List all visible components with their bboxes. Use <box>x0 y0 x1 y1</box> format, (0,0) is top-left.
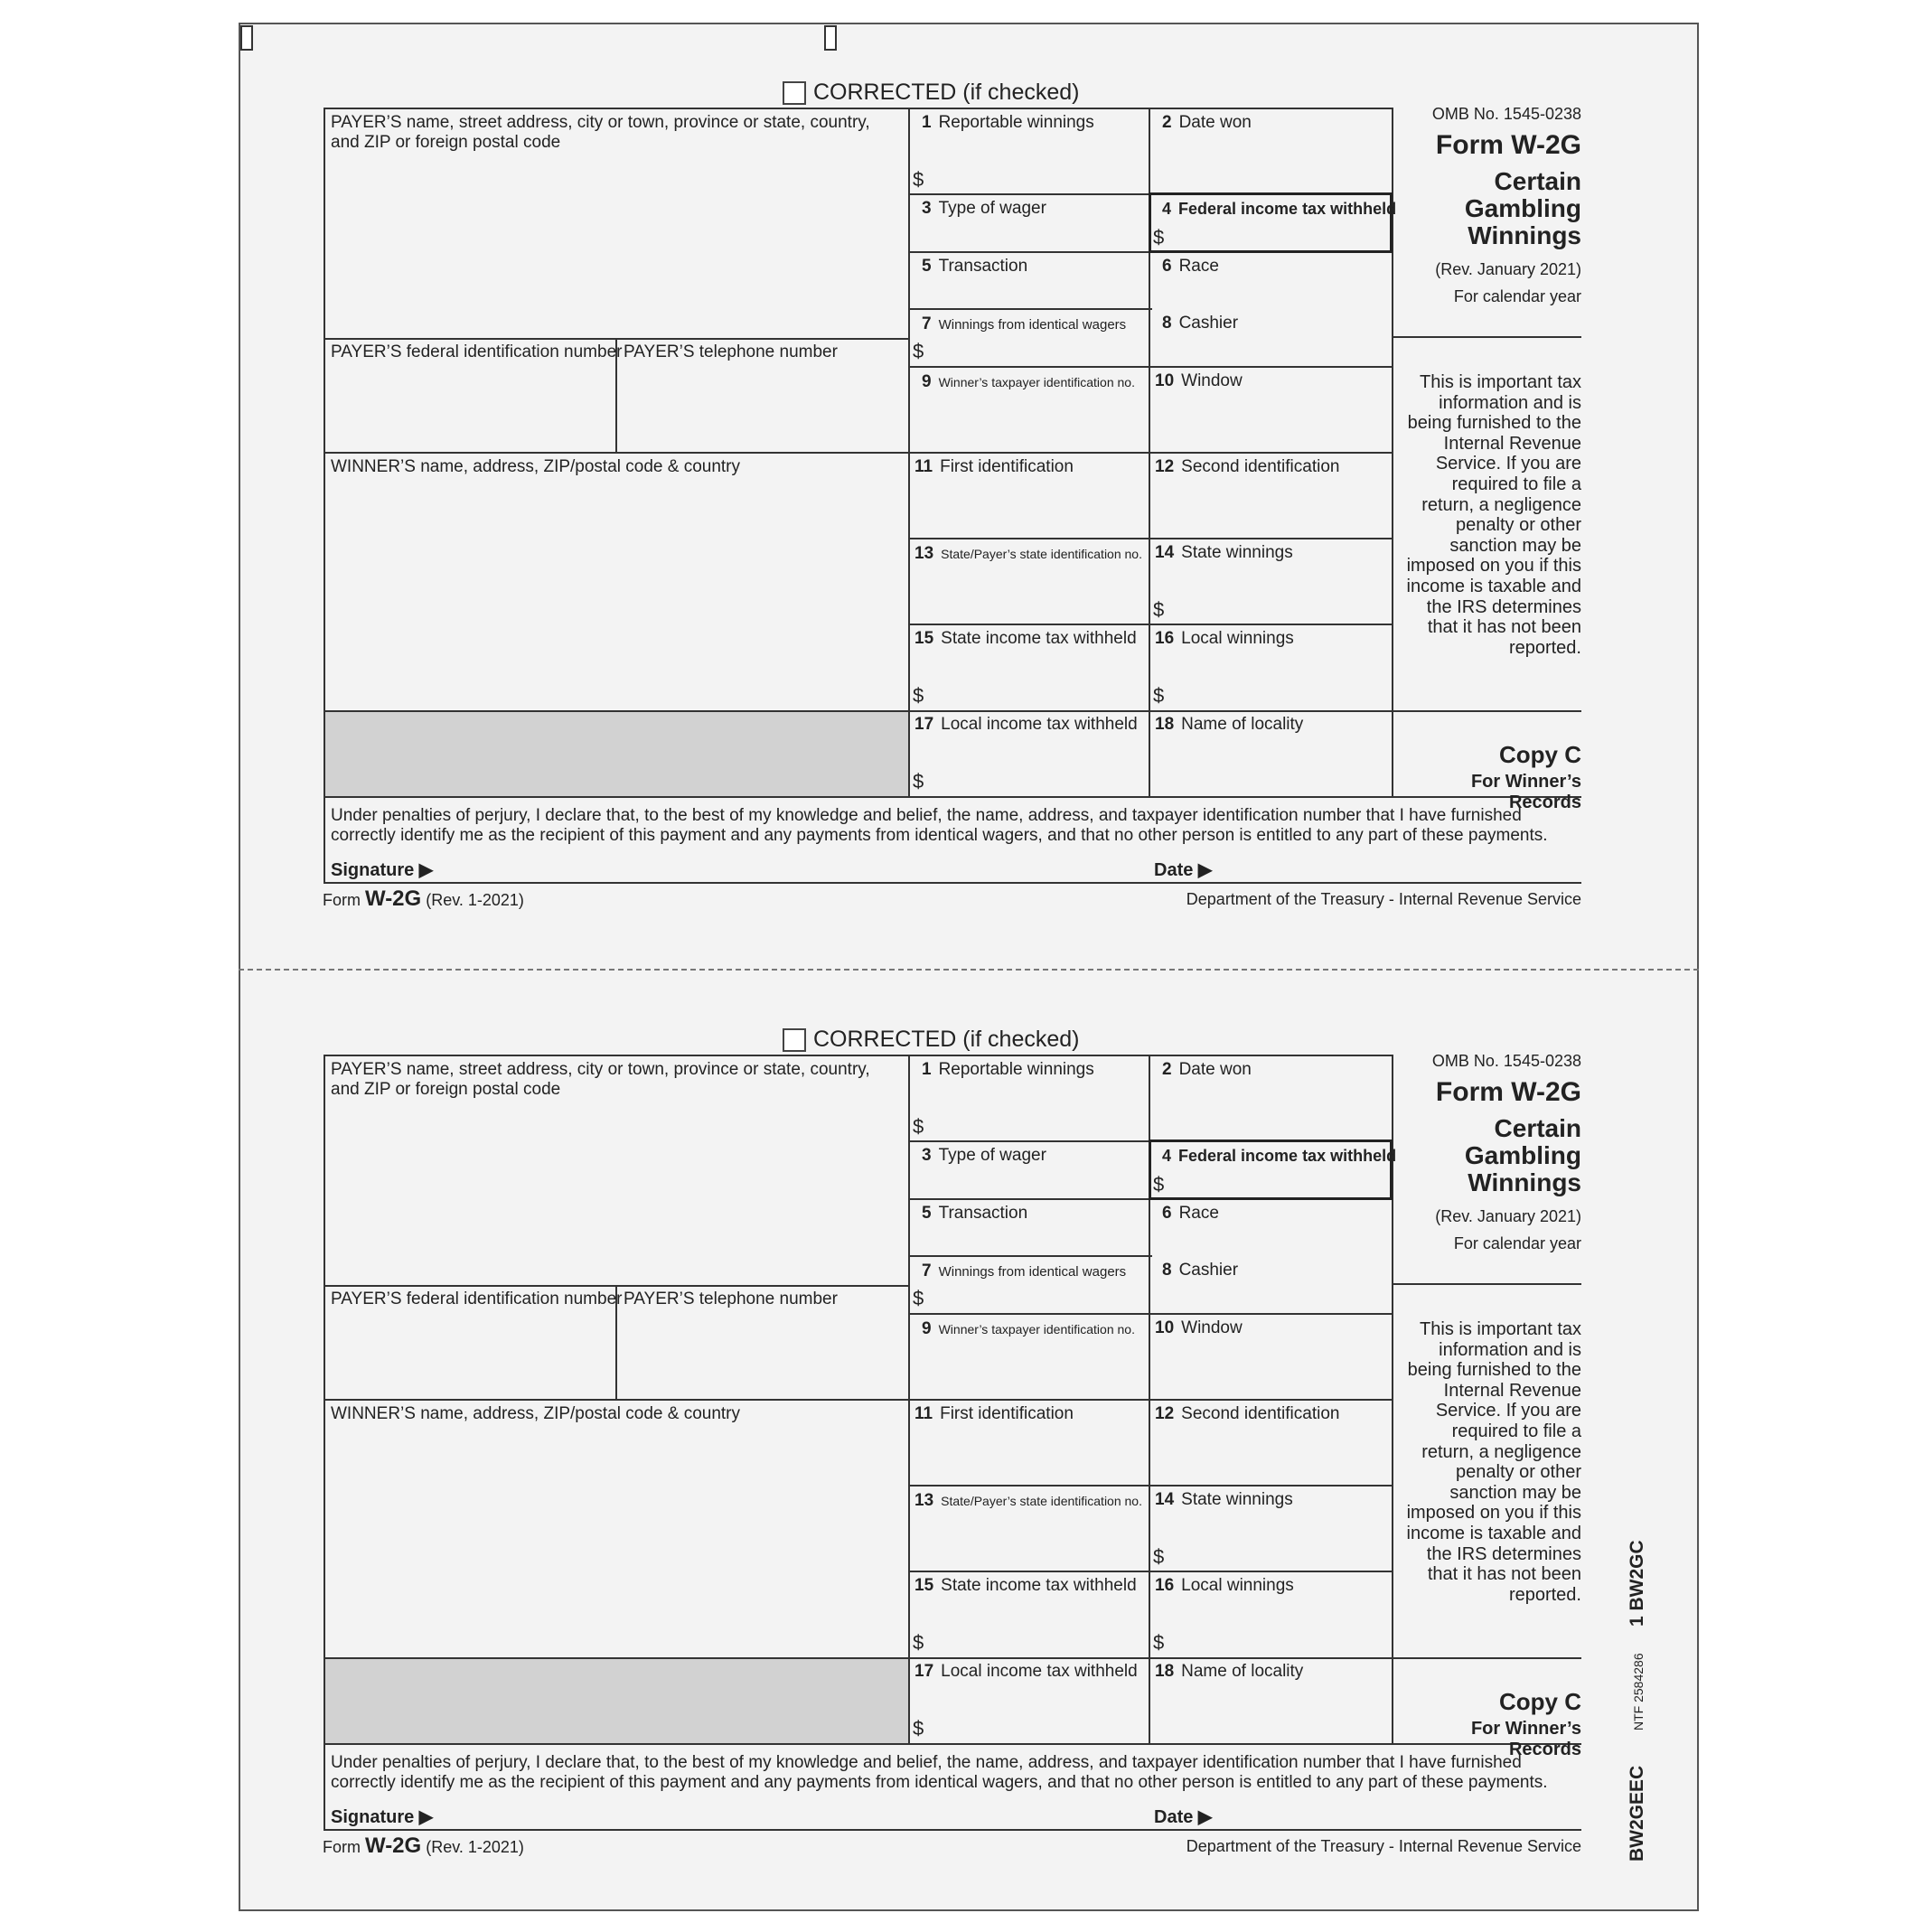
box-13-label: 13 State/Payer’s state identification no. <box>914 1491 1142 1510</box>
side-code-bw2gc: 1 BW2GC <box>1627 1540 1647 1627</box>
box-10-label: 10 Window <box>1155 1318 1243 1337</box>
important-notice: This is important tax information and is being furnished to the Internal Revenue Service. If you are required to file a return, a negligence penalty or other sanction may be imposed on you if this income is taxable and the IRS determines that it has not been reported. <box>1406 372 1581 658</box>
box-15-label: 15 State income tax withheld <box>914 1576 1137 1595</box>
corrected-checkbox[interactable] <box>783 81 806 105</box>
box-1-dollar: $ <box>913 168 924 191</box>
corrected-label: CORRECTED (if checked) <box>813 80 1080 105</box>
box-10-label: 10 Window <box>1155 371 1243 390</box>
shaded-area <box>325 1659 909 1744</box>
calendar-year-label: For calendar year <box>1453 1234 1581 1252</box>
footer-department: Department of the Treasury - Internal Revenue Service <box>1186 890 1581 908</box>
omb-number: OMB No. 1545-0238 <box>1431 1052 1581 1070</box>
payer-fid-label: PAYER’S federal identification number <box>331 342 623 361</box>
box-7-label: 7 Winnings from identical wagers <box>922 1261 1127 1280</box>
box-17-dollar: $ <box>913 770 924 792</box>
omb-number: OMB No. 1545-0238 <box>1431 105 1581 123</box>
copy-subtitle: For Winner’s Records <box>1470 1719 1581 1759</box>
box-14-label: 14 State winnings <box>1155 543 1293 562</box>
footer-form-id: Form W-2G (Rev. 1-2021) <box>323 886 524 911</box>
box-11-label: 11 First identification <box>914 1404 1074 1423</box>
box-15-dollar: $ <box>913 1631 924 1654</box>
form-subtitle: Certain Gambling Winnings <box>1464 1114 1581 1196</box>
w2g-copy-bottom <box>0 947 1932 1887</box>
box-1-dollar: $ <box>913 1115 924 1138</box>
perjury-statement: Under penalties of perjury, I declare that, to the best of my knowledge and belief, the name, address, and taxpayer identification number that I have furnished correctly identify me as the recipient of this payment and any payments from identical wagers, and that no other person is entitled to any part of these payments. <box>331 1753 1548 1792</box>
form-title: Form W-2G <box>1435 1077 1581 1107</box>
box-16-label: 16 Local winnings <box>1155 629 1294 648</box>
box-8-label: 8 Cashier <box>1162 1261 1239 1280</box>
box-16-dollar: $ <box>1153 1631 1165 1654</box>
payer-phone-label: PAYER’S telephone number <box>624 1290 838 1308</box>
box-12-label: 12 Second identification <box>1155 457 1340 476</box>
box-1-label: 1 Reportable winnings <box>922 113 1094 132</box>
payer-fid-field[interactable] <box>327 1313 613 1396</box>
box-4-dollar: $ <box>1153 1173 1165 1196</box>
box-4-dollar: $ <box>1153 226 1165 249</box>
box-7-label: 7 Winnings from identical wagers <box>922 314 1127 333</box>
copy-subtitle: For Winner’s Records <box>1470 772 1581 812</box>
box-14-label: 14 State winnings <box>1155 1490 1293 1509</box>
date-label: Date ▶ <box>1154 1807 1213 1827</box>
box-18-label: 18 Name of locality <box>1155 715 1304 734</box>
form-subtitle: Certain Gambling Winnings <box>1464 167 1581 249</box>
box-4-label: 4 Federal income tax withheld <box>1162 1147 1397 1165</box>
box-17-label: 17 Local income tax withheld <box>914 715 1138 734</box>
box-7-dollar: $ <box>913 340 924 362</box>
box-3-label: 3 Type of wager <box>922 199 1046 218</box>
copy-title: Copy C <box>1499 1688 1581 1715</box>
signature-label: Signature ▶ <box>331 1807 434 1827</box>
payer-phone-field[interactable] <box>619 366 906 449</box>
box-3-label: 3 Type of wager <box>922 1146 1046 1165</box>
box-18-label: 18 Name of locality <box>1155 1662 1304 1681</box>
box-6-label: 6 Race <box>1162 257 1219 276</box>
box-16-dollar: $ <box>1153 684 1165 707</box>
box-9-label: 9 Winner’s taxpayer identification no. <box>922 1319 1135 1338</box>
box-14-dollar: $ <box>1153 598 1165 621</box>
payer-fid-label: PAYER’S federal identification number <box>331 1290 623 1308</box>
box-12-label: 12 Second identification <box>1155 1404 1340 1423</box>
payer-phone-field[interactable] <box>619 1313 906 1396</box>
w2g-copy-top <box>0 0 1932 940</box>
payer-name-label: PAYER’S name, street address, city or town, province or state, country, and ZIP or foreign postal code <box>331 1060 870 1099</box>
payer-phone-label: PAYER’S telephone number <box>624 342 838 361</box>
box-16-label: 16 Local winnings <box>1155 1576 1294 1595</box>
box-5-label: 5 Transaction <box>922 257 1028 276</box>
payer-fid-field[interactable] <box>327 366 613 449</box>
box-9-label: 9 Winner’s taxpayer identification no. <box>922 372 1135 391</box>
box-15-label: 15 State income tax withheld <box>914 629 1137 648</box>
shaded-area <box>325 712 909 797</box>
form-title: Form W-2G <box>1435 130 1581 160</box>
payer-name-label: PAYER’S name, street address, city or town, province or state, country, and ZIP or foreign postal code <box>331 113 870 152</box>
winner-label: WINNER’S name, address, ZIP/postal code & country <box>331 457 741 476</box>
box-8-label: 8 Cashier <box>1162 314 1239 333</box>
box-15-dollar: $ <box>913 684 924 707</box>
date-label: Date ▶ <box>1154 860 1213 880</box>
box-4-label: 4 Federal income tax withheld <box>1162 200 1397 218</box>
corrected-label: CORRECTED (if checked) <box>813 1027 1080 1052</box>
copy-title: Copy C <box>1499 741 1581 768</box>
date-field[interactable] <box>1229 1802 1577 1829</box>
box-2-label: 2 Date won <box>1162 113 1252 132</box>
side-code-ntf: NTF 2584286 <box>1631 1653 1646 1730</box>
box-2-label: 2 Date won <box>1162 1060 1252 1079</box>
corrected-checkbox-row <box>783 80 1080 106</box>
box-6-label: 6 Race <box>1162 1204 1219 1223</box>
signature-field[interactable] <box>452 855 1139 882</box>
date-field[interactable] <box>1229 855 1577 882</box>
calendar-year-label: For calendar year <box>1453 287 1581 305</box>
payer-name-field[interactable] <box>327 1101 905 1281</box>
winner-field[interactable] <box>327 481 905 707</box>
payer-name-field[interactable] <box>327 154 905 334</box>
box-17-dollar: $ <box>913 1717 924 1740</box>
side-code-bw2geec: BW2GEEC <box>1627 1765 1647 1862</box>
box-14-dollar: $ <box>1153 1545 1165 1568</box>
box-5-label: 5 Transaction <box>922 1204 1028 1223</box>
perjury-statement: Under penalties of perjury, I declare that, to the best of my knowledge and belief, the name, address, and taxpayer identification number that I have furnished correctly identify me as the recipient of this payment and any payments from identical wagers, and that no other person is entitled to any part of these payments. <box>331 806 1548 845</box>
important-notice: This is important tax information and is being furnished to the Internal Revenue Service. If you are required to file a return, a negligence penalty or other sanction may be imposed on you if this income is taxable and the IRS determines that it has not been reported. <box>1406 1319 1581 1605</box>
revision-label: (Rev. January 2021) <box>1435 1207 1581 1225</box>
box-13-label: 13 State/Payer’s state identification no. <box>914 544 1142 563</box>
signature-label: Signature ▶ <box>331 860 434 880</box>
box-17-label: 17 Local income tax withheld <box>914 1662 1138 1681</box>
revision-label: (Rev. January 2021) <box>1435 260 1581 278</box>
signature-field[interactable] <box>452 1802 1139 1829</box>
box-11-label: 11 First identification <box>914 457 1074 476</box>
footer-department: Department of the Treasury - Internal Revenue Service <box>1186 1837 1581 1855</box>
winner-field[interactable] <box>327 1428 905 1654</box>
footer-form-id: Form W-2G (Rev. 1-2021) <box>323 1834 524 1858</box>
winner-label: WINNER’S name, address, ZIP/postal code & country <box>331 1404 741 1423</box>
corrected-checkbox-row <box>783 1027 1080 1053</box>
box-1-label: 1 Reportable winnings <box>922 1060 1094 1079</box>
corrected-checkbox[interactable] <box>783 1028 806 1052</box>
box-7-dollar: $ <box>913 1287 924 1309</box>
